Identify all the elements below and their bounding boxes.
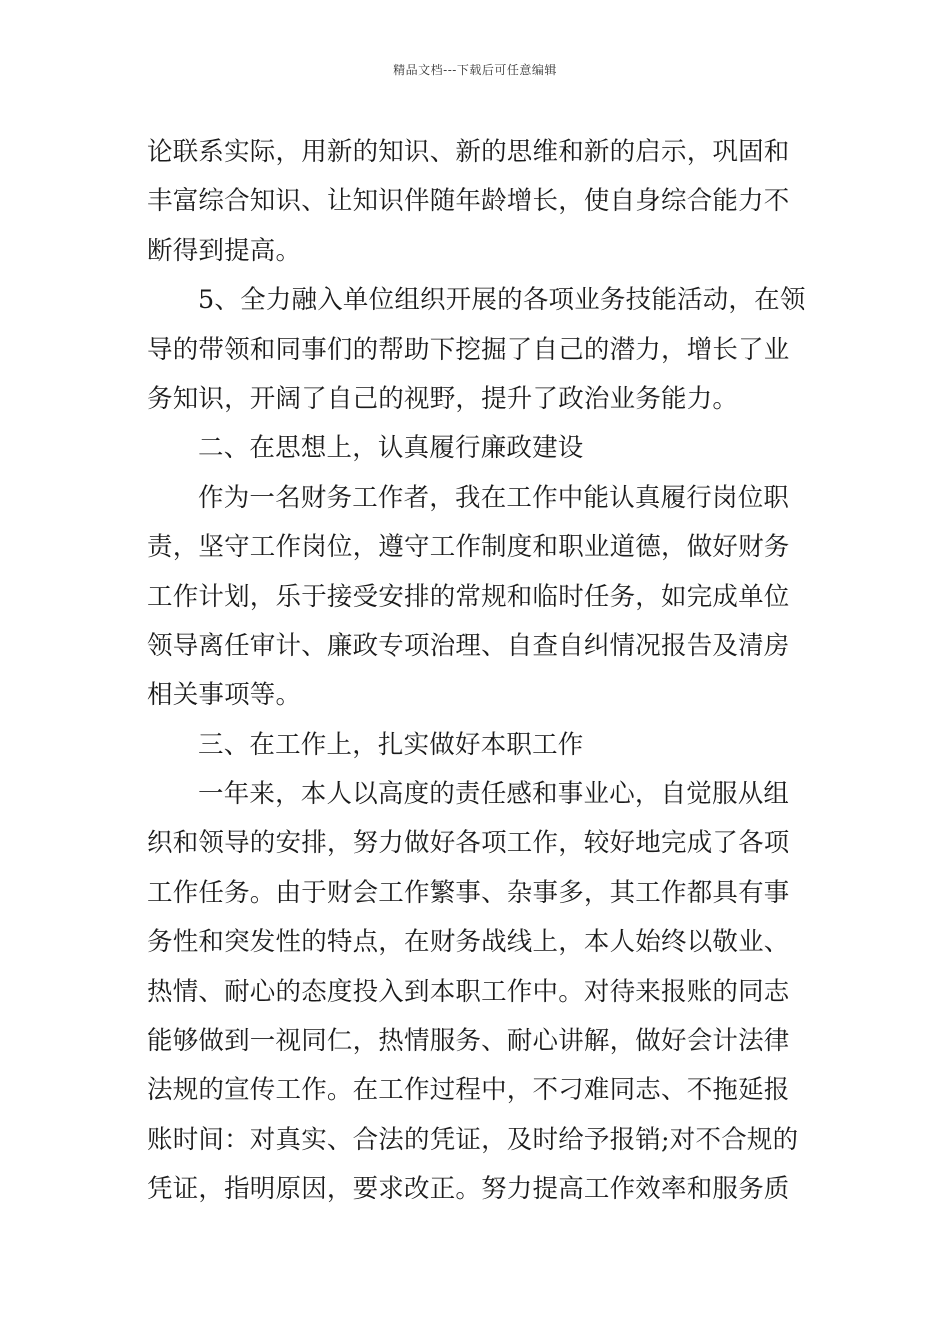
section-heading: 三、在工作上，扎实做好本职工作 <box>198 729 584 760</box>
text-line: 论联系实际，用新的知识、新的思维和新的启示，巩固和 <box>147 137 790 167</box>
text-line: 务性和突发性的特点，在财务战线上，本人始终以敬业、 <box>147 927 790 958</box>
text-line: 工作计划，乐于接受安排的常规和临时任务，如完成单位 <box>147 581 790 612</box>
text-line: 领导离任审计、廉政专项治理、自查自纠情况报告及清房 <box>147 630 790 661</box>
text-line: 工作任务。由于财会工作繁事、杂事多，其工作都具有事 <box>147 877 790 908</box>
text-line: 凭证，指明原因，要求改正。努力提高工作效率和服务质 <box>147 1174 790 1205</box>
text-line: 务知识，开阔了自己的视野，提升了政治业务能力。 <box>147 383 739 414</box>
text-line: 法规的宣传工作。在工作过程中，不刁难同志、不拖延报 <box>147 1075 790 1106</box>
paragraph-start-line: 5、全力融入单位组织开展的各项业务技能活动，在领 <box>198 285 806 316</box>
text-line: 能够做到一视同仁，热情服务、耐心讲解，做好会计法律 <box>147 1026 790 1057</box>
text-line: 断得到提高。 <box>147 235 302 266</box>
text-line: 导的带领和同事们的帮助下挖掘了自己的潜力，增长了业 <box>147 334 790 365</box>
paragraph-start-line: 一年来，本人以高度的责任感和事业心，自觉服从组 <box>198 779 790 810</box>
text-line: 账时间：对真实、合法的凭证，及时给予报销;对不合规的 <box>147 1124 799 1155</box>
text-line: 相关事项等。 <box>147 680 302 711</box>
text-line: 责，坚守工作岗位，遵守工作制度和职业道德，做好财务 <box>147 532 790 563</box>
text-line: 丰富综合知识、让知识伴随年龄增长，使自身综合能力不 <box>147 186 790 217</box>
page-header: 精品文档---下载后可任意编辑 <box>393 63 557 77</box>
paragraph-start-line: 作为一名财务工作者，我在工作中能认真履行岗位职 <box>198 482 790 513</box>
section-heading: 二、在思想上，认真履行廉政建设 <box>198 433 584 464</box>
text-line: 热情、耐心的态度投入到本职工作中。对待来报账的同志 <box>147 976 790 1007</box>
document-body <box>147 128 811 1215</box>
text-line: 织和领导的安排，努力做好各项工作，较好地完成了各项 <box>147 828 790 859</box>
